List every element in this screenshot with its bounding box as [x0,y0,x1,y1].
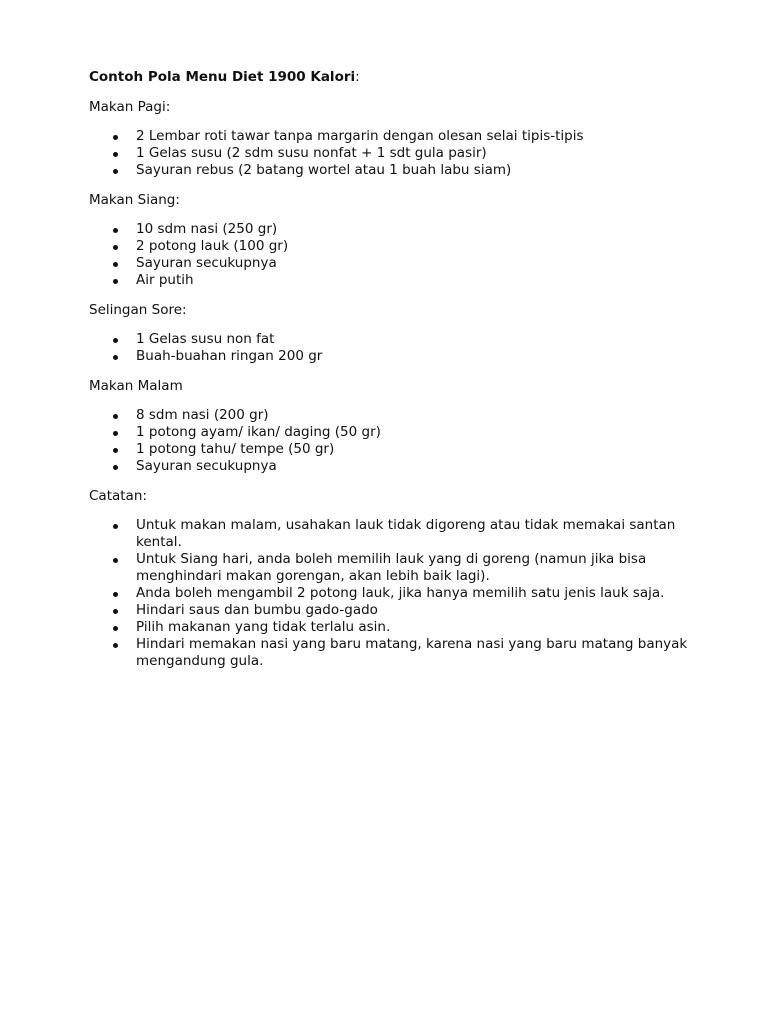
document-title [89,68,698,86]
list-item: Untuk makan malam, usahakan lauk tidak digoreng atau tidak memakai santan kental. [89,517,696,551]
list-selingan-sore [89,331,698,365]
list-item: 1 Gelas susu (2 sdm susu nonfat + 1 sdt gula pasir) [89,145,698,162]
list-item: Untuk Siang hari, anda boleh memilih lauk yang di goreng (namun jika bisa menghindari makan gorengan, akan lebih baik lagi). [89,551,696,585]
document-title-colon: : [355,69,360,85]
list-item: Anda boleh mengambil 2 potong lauk, jika hanya memilih satu jenis lauk saja. [89,585,696,602]
list-makan-pagi [89,128,698,179]
list-item: 8 sdm nasi (200 gr) [89,407,698,424]
list-item: 2 Lembar roti tawar tanpa margarin dengan olesan selai tipis-tipis [89,128,698,145]
list-item: Sayuran secukupnya [89,458,698,475]
list-makan-malam [89,407,698,475]
section-heading-makan-pagi: Makan Pagi: [89,99,171,115]
list-item: Air putih [89,272,698,289]
list-item: 1 Gelas susu non fat [89,331,698,348]
list-catatan [89,517,698,670]
list-item: Pilih makanan yang tidak terlalu asin. [89,619,696,636]
section-heading-selingan-sore: Selingan Sore: [89,302,187,318]
list-item: Buah-buahan ringan 200 gr [89,348,698,365]
list-item: Hindari saus dan bumbu gado-gado [89,602,696,619]
list-item: 2 potong lauk (100 gr) [89,238,698,255]
section-heading-makan-siang: Makan Siang: [89,192,180,208]
list-item: Sayuran secukupnya [89,255,698,272]
list-makan-siang [89,221,698,289]
list-item: Hindari memakan nasi yang baru matang, karena nasi yang baru matang banyak mengandung gula. [89,636,696,670]
section-heading-catatan: Catatan: [89,488,147,504]
list-item: Sayuran rebus (2 batang wortel atau 1 buah labu siam) [89,162,698,179]
section-heading-makan-malam: Makan Malam [89,378,183,394]
list-item: 10 sdm nasi (250 gr) [89,221,698,238]
list-item: 1 potong ayam/ ikan/ daging (50 gr) [89,424,698,441]
document-title-text: Contoh Pola Menu Diet 1900 Kalori [89,69,356,85]
list-item: 1 potong tahu/ tempe (50 gr) [89,441,698,458]
